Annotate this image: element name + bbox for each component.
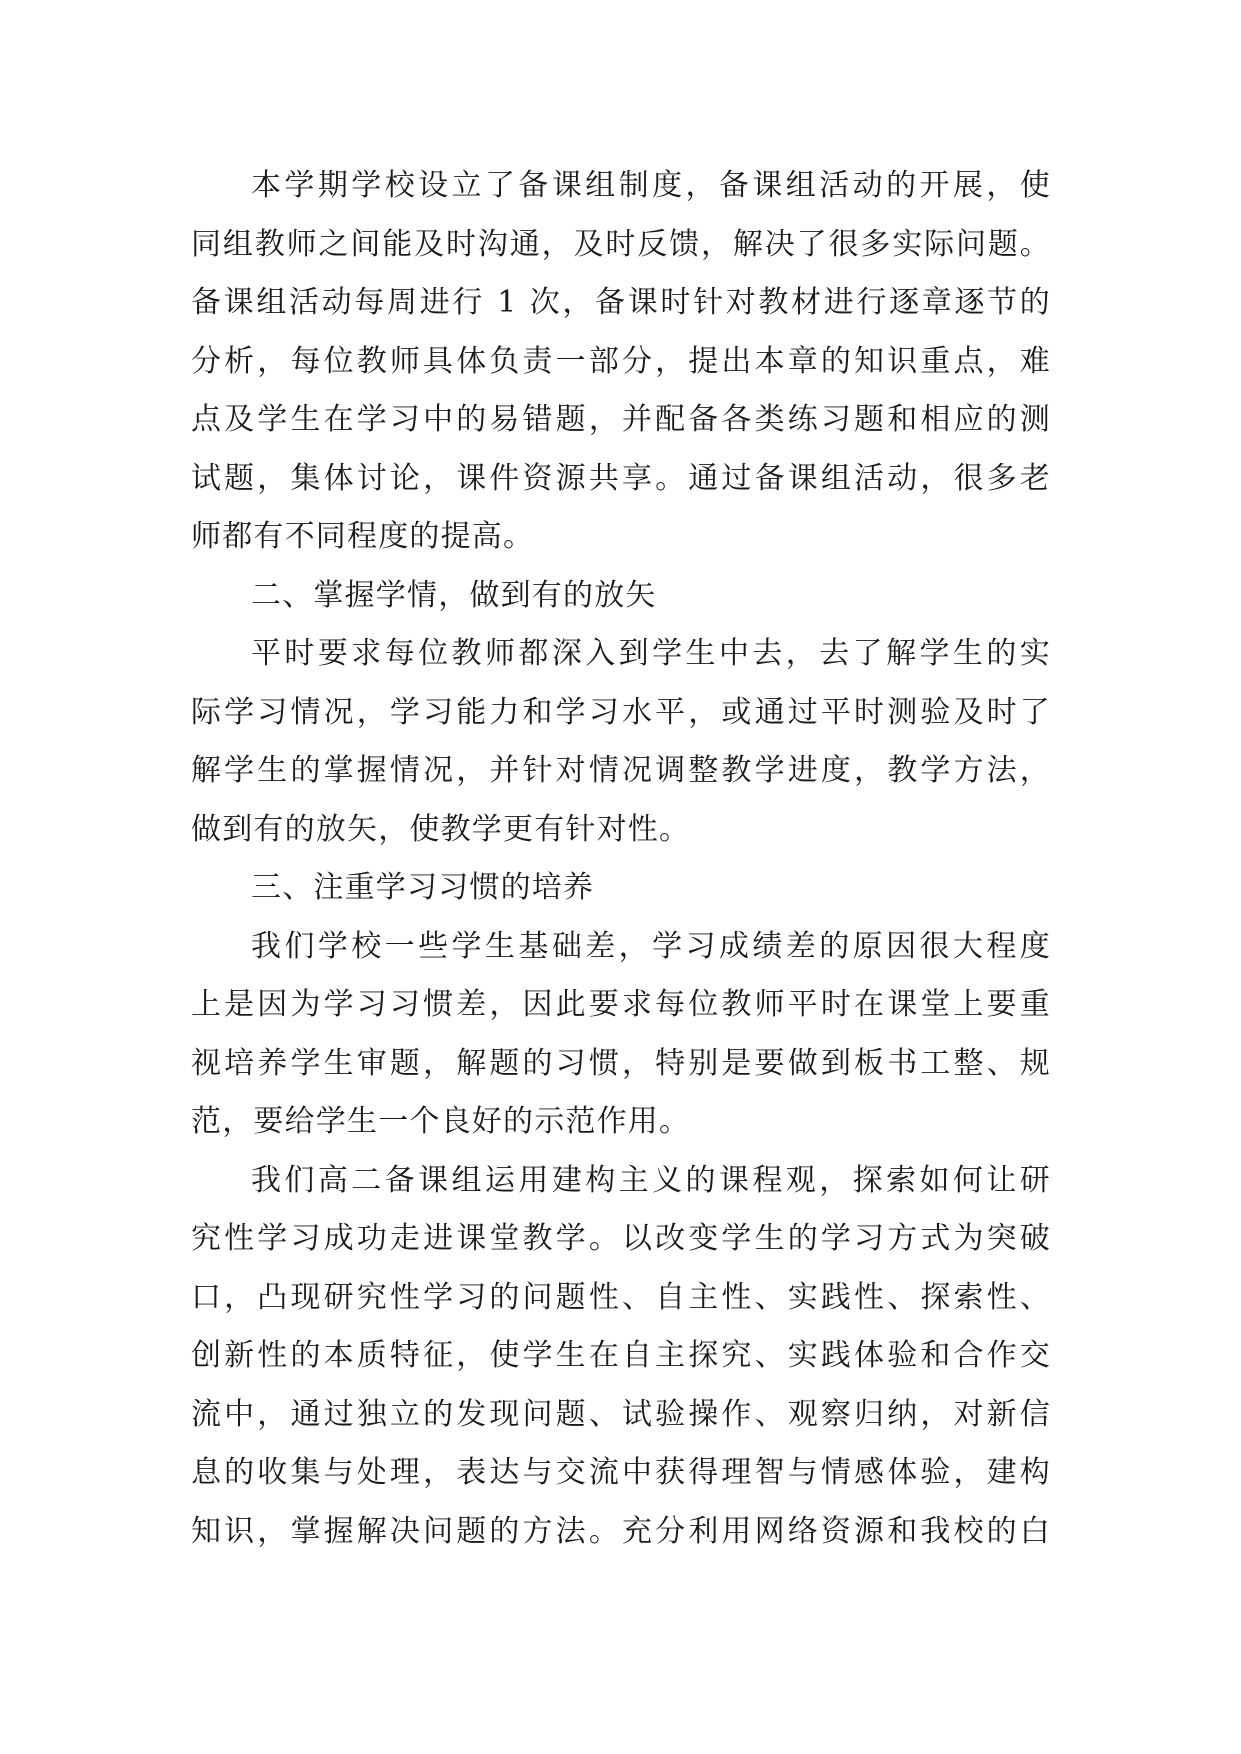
paragraph-line: 口，凸现研究性学习的问题性、自主性、实践性、探索性、 <box>191 1279 1051 1315</box>
paragraph-line: 流中，通过独立的发现问题、试验操作、观察归纳，对新信 <box>191 1396 1051 1432</box>
paragraph-line: 视培养学生审题，解题的习惯，特别是要做到板书工整、规 <box>191 1045 1051 1081</box>
paragraph-line: 解学生的掌握情况，并针对情况调整教学进度，教学方法， <box>191 753 1051 788</box>
paragraph-line: 息的收集与处理，表达与交流中获得理智与情感体验，建构 <box>191 1455 1051 1490</box>
paragraph-line: 做到有的放矢，使教学更有针对性。 <box>191 811 691 847</box>
paragraph-line: 师都有不同程度的提高。 <box>191 519 535 554</box>
paragraph-line: 我们高二备课组运用建构主义的课程观，探索如何让研 <box>251 1162 1051 1198</box>
paragraph-line: 同组教师之间能及时沟通，及时反馈，解决了很多实际问题。 <box>191 226 1051 262</box>
paragraph-line: 平时要求每位教师都深入到学生中去，去了解学生的实 <box>251 636 1051 671</box>
paragraph-line: 上是因为学习习惯差，因此要求每位教师平时在课堂上要重 <box>191 987 1051 1022</box>
section-heading: 二、掌握学情，做到有的放矢 <box>251 577 657 613</box>
paragraph-line: 点及学生在学习中的易错题，并配备各类练习题和相应的测 <box>191 402 1051 437</box>
paragraph-line: 本学期学校设立了备课组制度，备课组活动的开展，使 <box>251 168 1051 203</box>
paragraph-line: 究性学习成功走进课堂教学。以改变学生的学习方式为突破 <box>191 1221 1051 1256</box>
paragraph-line: 备课组活动每周进行 1 次，备课时针对教材进行逐章逐节的 <box>191 285 1051 320</box>
paragraph-line: 创新性的本质特征，使学生在自主探究、实践体验和合作交 <box>191 1338 1051 1373</box>
document-body <box>191 157 1051 1561</box>
paragraph-line: 我们学校一些学生基础差，学习成绩差的原因很大程度 <box>251 928 1051 964</box>
paragraph-line: 分析，每位教师具体负责一部分，提出本章的知识重点，难 <box>191 343 1051 379</box>
paragraph-line: 范，要给学生一个良好的示范作用。 <box>191 1104 691 1139</box>
paragraph-line: 试题，集体讨论，课件资源共享。通过备课组活动，很多老 <box>191 460 1051 496</box>
section-heading: 三、注重学习习惯的培养 <box>251 870 595 905</box>
paragraph-line: 际学习情况，学习能力和学习水平，或通过平时测验及时了 <box>191 694 1051 730</box>
paragraph-line: 知识，掌握解决问题的方法。充分利用网络资源和我校的白 <box>191 1513 1051 1549</box>
